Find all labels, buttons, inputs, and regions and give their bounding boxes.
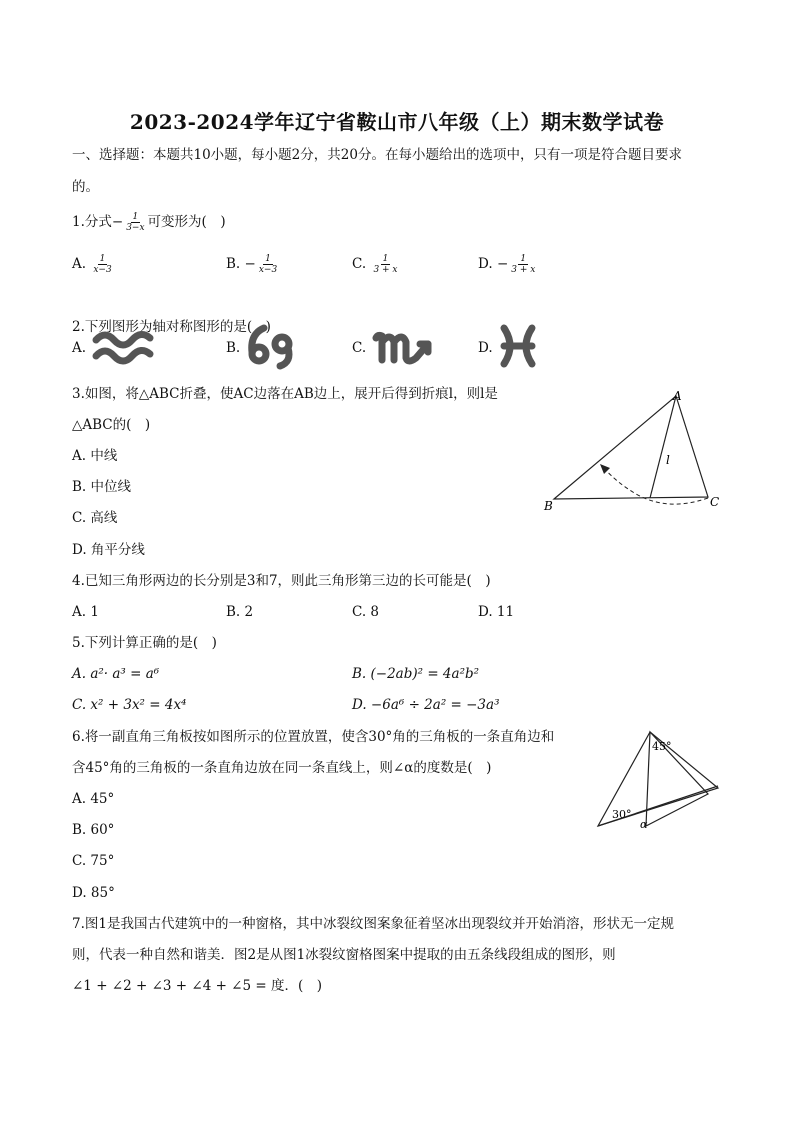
question-3-stem: 3.如图，将△ABC折叠，使AC边落在AB边上，展开后得到折痕l，则l是 [72, 386, 498, 402]
q2-option-b-label[interactable]: B. [226, 340, 241, 356]
q3-option-d[interactable]: D. 角平分线 [72, 542, 145, 558]
question-3-stem-cont: △ABC的( ) [72, 417, 151, 433]
q1-opt-den: x−3 [258, 265, 278, 275]
q4-option-b[interactable]: B. 2 [226, 604, 254, 620]
q2-option-c-label[interactable]: C. [352, 340, 367, 356]
set-squares-figure [590, 728, 726, 834]
aquarius-icon [90, 326, 156, 366]
q1-pre: 1.分式− [72, 214, 124, 230]
q1-opt-den: 3 + x [373, 265, 398, 275]
q3-option-a[interactable]: A. 中线 [72, 448, 118, 464]
q6-option-a[interactable]: A. 45° [72, 791, 115, 807]
q3-option-c[interactable]: C. 高线 [72, 510, 118, 526]
question-7-stem-cont2: ∠1 + ∠2 + ∠3 + ∠4 + ∠5 = 度．( ) [72, 978, 323, 994]
q6-option-d[interactable]: D. 85° [72, 885, 115, 901]
q1-option-d[interactable] [478, 254, 538, 275]
q5-option-a[interactable]: A. a²· a³ = a⁶ [72, 666, 160, 682]
q2-option-d-label[interactable]: D. [478, 340, 493, 356]
q1-option-c[interactable] [352, 254, 401, 275]
vertex-c-label: C [710, 495, 720, 509]
q1-opt-fraction [509, 254, 537, 275]
q5-option-c[interactable]: C. x² + 3x² = 4x⁴ [72, 697, 187, 713]
q1-opt-num: 1 [520, 254, 527, 264]
question-5-stem: 5.下列计算正确的是( ) [72, 635, 217, 651]
q5-option-b[interactable]: B. (−2ab)² = 4a²b² [352, 666, 480, 682]
crease-l-label: l [666, 453, 670, 467]
q1-opt-num: 1 [99, 254, 106, 264]
angle-45-label: 45° [652, 740, 672, 753]
scorpio-icon [370, 324, 440, 370]
q4-option-d[interactable]: D. 11 [478, 604, 515, 620]
q3-option-b[interactable]: B. 中位线 [72, 479, 132, 495]
q1-frac-den: 3−x [126, 223, 145, 233]
question-1-stem [72, 212, 226, 233]
vertex-b-label: B [544, 499, 553, 513]
question-7-stem: 7.图1是我国古代建筑中的一种窗格，其中冰裂纹图案象征着坚冰出现裂纹并开始消溶，形状无一定规 [72, 916, 674, 932]
q1-opt-sign: − [244, 256, 256, 272]
q1-opt-fraction [257, 254, 279, 275]
q1-opt-label: C. [352, 256, 367, 272]
pisces-icon [496, 322, 540, 370]
question-7-stem-cont: 则，代表一种自然和谐美．图2是从图1冰裂纹窗格图案中提取的由五条线段组成的图形，则 [72, 947, 616, 963]
q4-option-c[interactable]: C. 8 [352, 604, 380, 620]
q6-option-c[interactable]: C. 75° [72, 853, 115, 869]
q1-post: 可变形为( ) [147, 214, 226, 230]
question-6-stem-cont: 含45°角的三角板的一条直角边放在同一条直线上，则∠α的度数是( ) [72, 760, 492, 776]
angle-30-label: 30° [612, 808, 632, 821]
angle-alpha-label: α [640, 818, 648, 831]
q1-opt-label: A. [72, 256, 87, 272]
question-6-stem: 6.将一副直角三角板按如图所示的位置放置，使含30°角的三角板的一条直角边和 [72, 729, 555, 745]
q1-opt-num: 1 [382, 254, 389, 264]
q1-opt-label: D. [478, 256, 493, 272]
q2-option-a-label[interactable]: A. [72, 340, 87, 356]
question-2-stem: 2.下列图形为轴对称图形的是( ) [72, 319, 271, 335]
triangle-fold-figure [540, 386, 730, 516]
q1-opt-label: B. [226, 256, 241, 272]
q1-opt-num: 1 [265, 254, 271, 264]
q1-option-a[interactable] [72, 254, 115, 275]
q1-option-b[interactable] [226, 254, 280, 275]
q1-opt-den: 3 + x [511, 265, 536, 275]
section-instruction: 一、选择题：本题共10小题，每小题2分，共20分。在每小题给出的选项中，只有一项是符合题目要求 [72, 147, 682, 163]
q1-opt-sign: − [496, 256, 509, 272]
q1-fraction [124, 212, 146, 233]
vertex-a-label: A [673, 389, 682, 403]
q5-option-d[interactable]: D. −6a⁶ ÷ 2a² = −3a³ [352, 697, 500, 713]
cancer-icon [244, 322, 300, 370]
q6-option-b[interactable]: B. 60° [72, 822, 115, 838]
q1-frac-num: 1 [132, 212, 139, 222]
q1-opt-den: x−3 [93, 265, 112, 275]
section-instruction-cont: 的。 [72, 179, 99, 195]
q4-option-a[interactable]: A. 1 [72, 604, 99, 620]
q1-opt-fraction [91, 254, 113, 275]
question-4-stem: 4.已知三角形两边的长分别是3和7，则此三角形第三边的长可能是( ) [72, 573, 491, 589]
q1-opt-fraction [371, 254, 399, 275]
page-title: 2023-2024学年辽宁省鞍山市八年级（上）期末数学试卷 [129, 110, 665, 134]
